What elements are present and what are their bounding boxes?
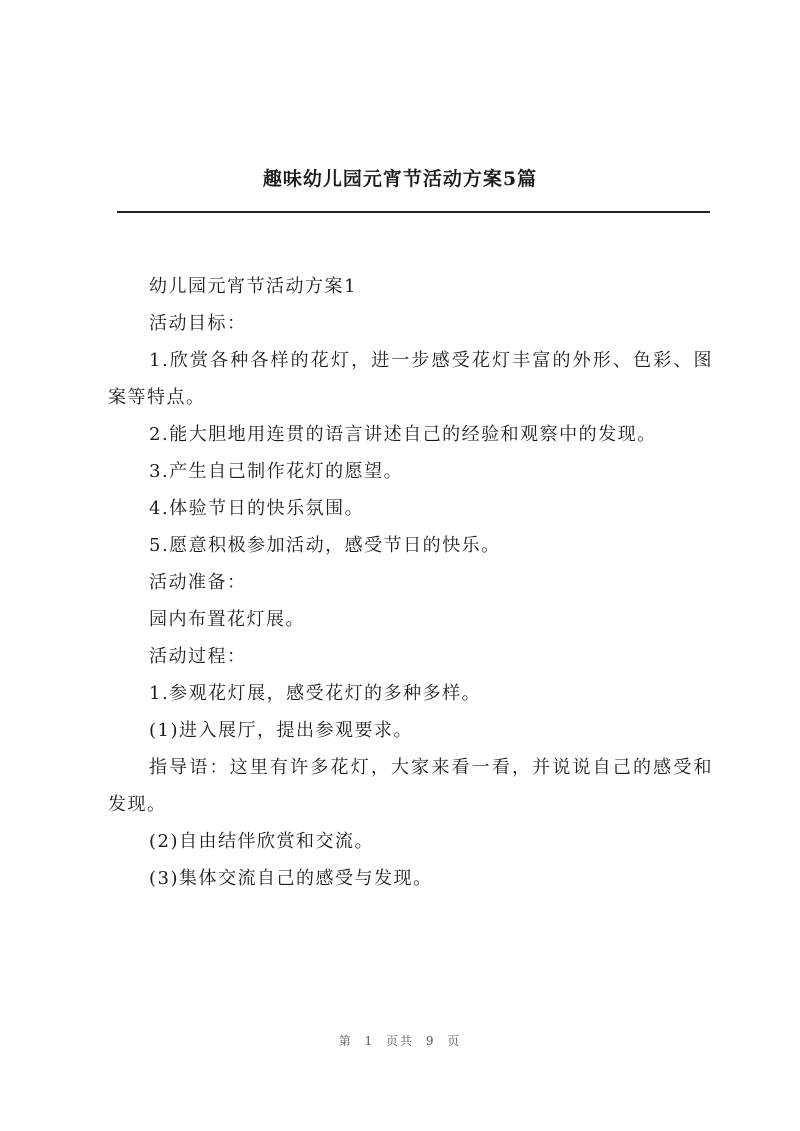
paragraph: 活动过程： xyxy=(149,646,247,667)
paragraph: 2.能大胆地用连贯的语言讲述自己的经验和观察中的发现。 xyxy=(149,424,657,445)
paragraph: 5.愿意积极参加活动，感受节日的快乐。 xyxy=(149,535,501,556)
paragraph: 3.产生自己制作花灯的愿望。 xyxy=(149,461,404,482)
paragraph: 活动目标： xyxy=(149,313,247,334)
paragraph: 指导语：这里有许多花灯，大家来看一看，并说说自己的感受和发现。 xyxy=(108,757,713,815)
document-body xyxy=(108,268,713,897)
paragraph: 1.参观花灯展，感受花灯的多种多样。 xyxy=(149,683,482,704)
paragraph: 4.体验节日的快乐氛围。 xyxy=(149,498,365,519)
section-heading: 幼儿园元宵节活动方案1 xyxy=(149,276,357,297)
page-number: 第 1 页共 9 页 xyxy=(338,1034,462,1048)
title-divider xyxy=(117,211,710,213)
paragraph: 活动准备： xyxy=(149,572,247,593)
paragraph: 园内布置花灯展。 xyxy=(149,609,305,630)
paragraph: (2)自由结伴欣赏和交流。 xyxy=(149,831,374,852)
document-title: 趣味幼儿园元宵节活动方案5篇 xyxy=(262,168,538,190)
paragraph: (1)进入展厅，提出参观要求。 xyxy=(149,720,413,741)
paragraph: 1.欣赏各种各样的花灯，进一步感受花灯丰富的外形、色彩、图案等特点。 xyxy=(108,350,713,408)
paragraph: (3)集体交流自己的感受与发现。 xyxy=(149,868,433,889)
